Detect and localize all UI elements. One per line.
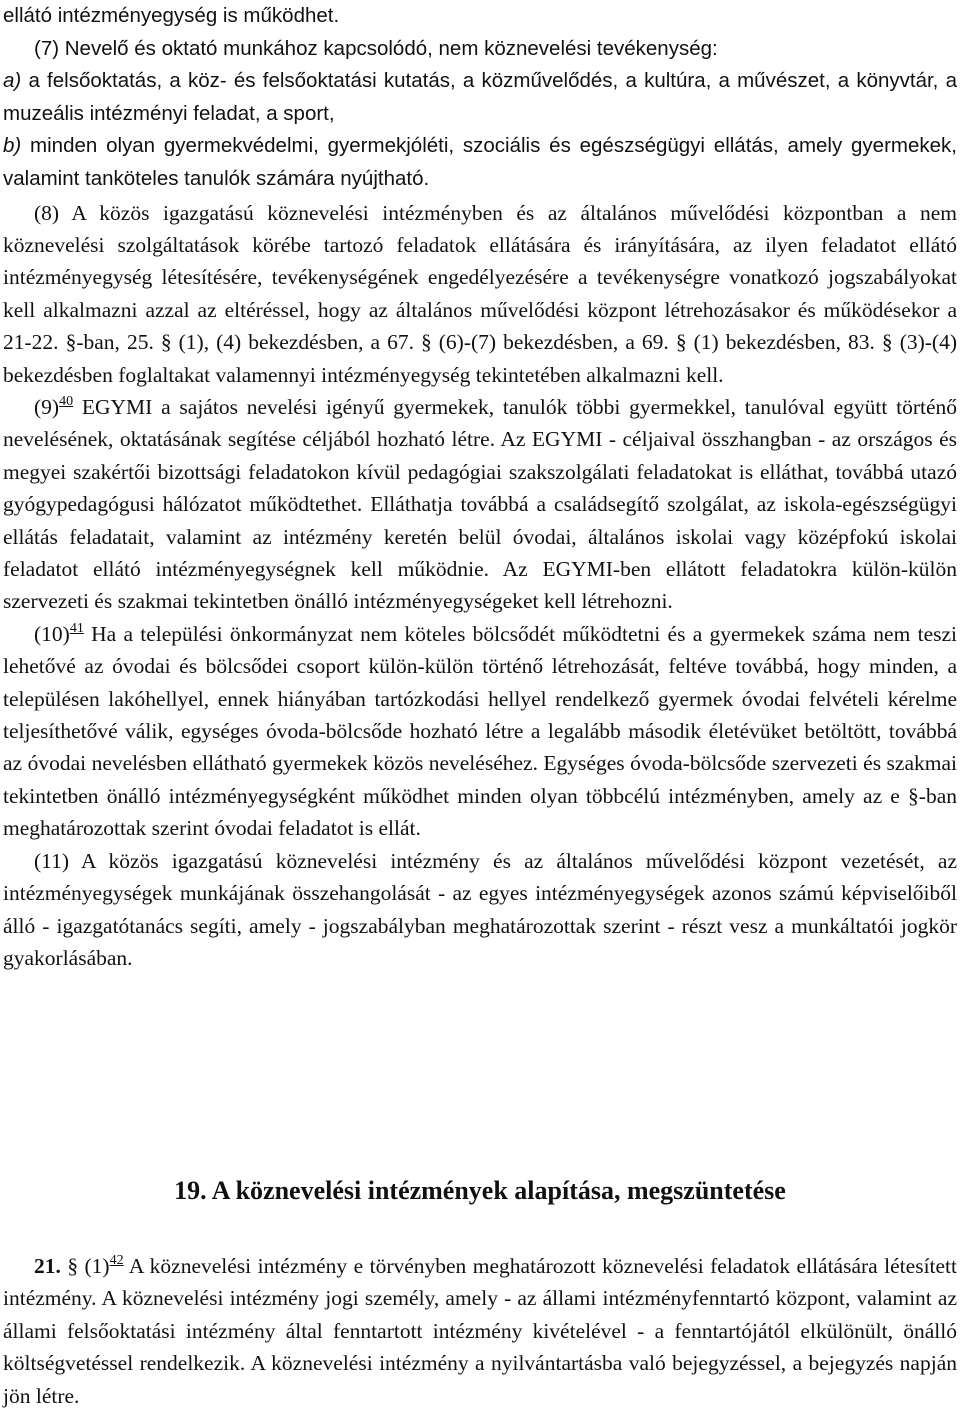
paragraph-7-b [3, 130, 957, 195]
intro-text: ellátó intézményegység is működhet. [3, 4, 340, 27]
p7-a-marker: a) [3, 69, 22, 93]
p7-a-text: a felsőoktatás, a köz- és felsőoktatási kutatás, a közművelődés, a kultúra, a művészet, a könyvtár, a muzeális intézményi feladat, a sport, [3, 69, 957, 125]
p7-b-marker: b) [3, 134, 22, 158]
footnote-link-42[interactable]: 42 [109, 1253, 124, 1268]
p11-text: (11) A közös igazgatású köznevelési intézmény és az általános művelődési központ vezetését, az intézményegységek munkájának összehangolását - az egyes intézményegységek azonos számú képviselőiből álló - igazgatótanács segíti, amely - jogszabályban meghatározottak szerint - részt vesz a munkáltatói jogkör gyakorlásában. [3, 848, 957, 970]
paragraph-9 [3, 391, 957, 618]
section-21-number: 21. [34, 1254, 61, 1278]
p8-text: (8) A közös igazgatású köznevelési intézményben és az általános művelődési központban a nem köznevelési szolgáltatások körébe tartozó feladatok ellátására és irányítására, az ilyen feladatot ellátó intézményegység létesítésére, tevékenységének engedélyezésére a tevékenységre vonatkozó jogszabályokat kell alkalmazni azzal az eltéréssel, hogy az általános művelődési központ létrehozásakor és működésekor a 21-22. §-ban, 25. § (1), (4) bekezdésben, a 67. § (6)-(7) bekezdésben, a 69. § (1) bekezdésben, 83. § (3)-(4) bekezdésben foglaltakat valamennyi intézményegység tekintetében alkalmazni kell. [3, 200, 957, 387]
footnote-link-40[interactable]: 40 [59, 394, 74, 409]
intro-line [3, 0, 957, 33]
paragraph-11 [3, 845, 957, 975]
section-21-text: A köznevelési intézmény e törvényben meghatározott köznevelési feladatok ellátására létesített intézmény. A köznevelési intézmény jogi személy, amely - az állami intézményfenntartó központ, valamint az állami felsőoktatási intézmény által fenntartott intézmény kivételével - a fenntartójától elkülönült, önálló költségvetéssel rendelkezik. A köznevelési intézmény a nyilvántartásba való bejegyzéssel, a bejegyzés napján jön létre. [3, 1254, 958, 1408]
section-21-paragraph [3, 1250, 957, 1412]
p10-text: Ha a települési önkormányzat nem köteles bölcsődét működtetni és a gyermekek száma nem teszi lehetővé az óvodai és bölcsődei csoport külön-külön történő létrehozását, feltéve továbbá, hogy minden, a településen lakóhellyel, ennek hiányában tartózkodási hellyel rendelkező gyermek óvodai felvételi kérelme teljesíthetővé válik, egységes óvoda-bölcsőde hozható létre a legalább második életévüket betöltött, továbbá az óvodai nevelésben ellátható gyermekek közös neveléséhez. Egységes óvoda-bölcsőde szervezeti és szakmai tekintetben önálló intézményegységként működhet minden olyan többcélú intézményben, amely az e §-ban meghatározottak szerint óvodai feladatot is ellát. [3, 621, 957, 841]
section-21-symbol: § (1) [60, 1254, 110, 1278]
paragraph-10 [3, 618, 957, 845]
p9-text: EGYMI a sajátos nevelési igényű gyermekek, tanulók többi gyermekkel, tanulóval együtt történő nevelésének, oktatásának segítése céljából hozható létre. Az EGYMI - céljaival összhangban - az országos és megyei szakértői bizottsági feladatokon kívül pedagógiai szakszolgálati feladatokat is elláthat, továbbá utazó gyógypedagógusi hálózatot működtethet. Elláthatja továbbá a családsegítő szolgálat, az iskola-egészségügyi ellátás feladatait, valamint az intézmény keretén belül óvodai, általános iskolai vagy középfokú iskolai feladatot ellátó intézményegységnek kell működnie. Az EGYMI-ben ellátott feladatokra külön-külön szervezeti és szakmai tekintetben önálló intézményegységeket kell létrehozni. [3, 395, 957, 614]
paragraph-7-heading [3, 33, 957, 66]
footnote-link-41[interactable]: 41 [69, 620, 84, 636]
paragraph-7-a [3, 65, 957, 130]
p9-number: (9) [34, 395, 60, 419]
paragraph-8 [3, 197, 957, 391]
p7-head-text: (7) Nevelő és oktató munkához kapcsolódó, nem köznevelési tevékenység: [34, 36, 718, 60]
section-heading: 19. A köznevelési intézmények alapítása, megszüntetése [174, 1176, 786, 1205]
p7-b-text: minden olyan gyermekvédelmi, gyermekjóléti, szociális és egészségügyi ellátás, amely gyermekek, valamint tanköteles tanulók számára nyújtható. [3, 134, 957, 190]
p10-number: (10) [34, 621, 70, 646]
